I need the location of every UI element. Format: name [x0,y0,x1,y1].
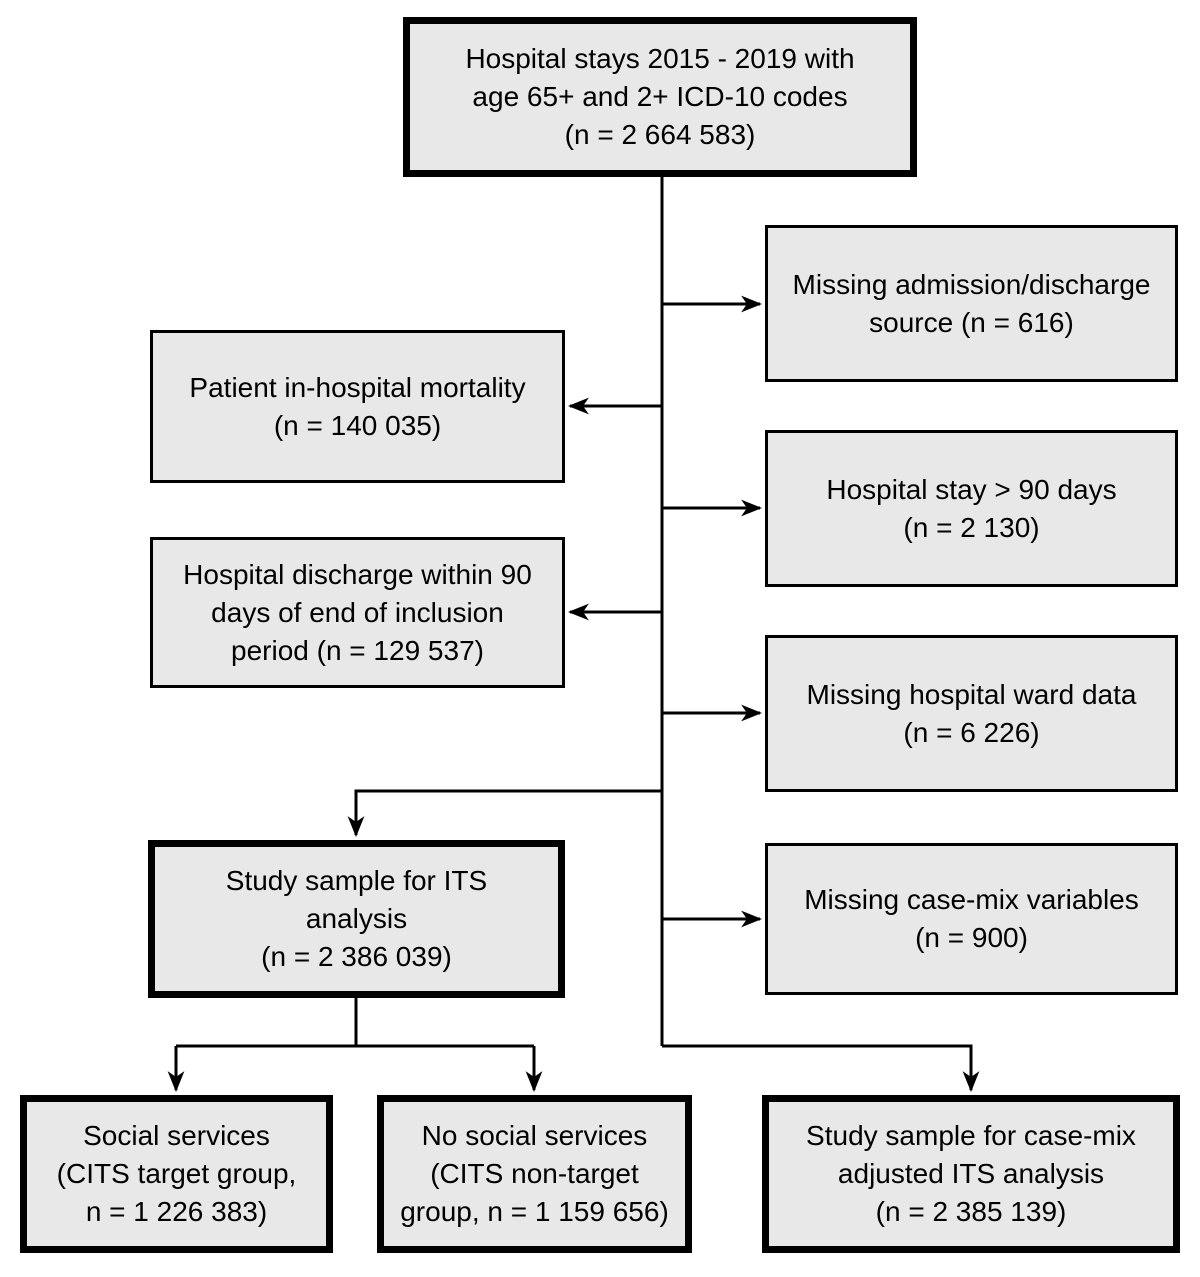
arrow-to-its-sample [356,791,662,835]
node-text-line: (n = 900) [915,922,1028,953]
arrow-to-casemix-sample [662,1046,971,1090]
node-text-line: group, n = 1 159 656) [400,1196,669,1227]
node-text-line: (CITS non-target [430,1158,639,1189]
node-text-line: (n = 2 385 139) [875,1196,1067,1227]
node-text-line: period (n = 129 537) [231,634,484,666]
node-text-line: (n = 6 226) [903,716,1040,748]
node-text-line: Missing admission/discharge [792,268,1151,300]
node-text-line: Study sample for case-mix [806,1120,1136,1151]
node-text-line: Social services [83,1120,270,1151]
node-excl-missing-ward-data [765,635,1178,792]
node-excl-missing-casemix-variables [765,843,1178,995]
node-text-line: Hospital stay > 90 days [826,473,1117,505]
node-text-line: adjusted ITS analysis [837,1158,1105,1189]
node-social-services-group [20,1095,333,1253]
node-text-line: (n = 2 130) [903,511,1040,543]
node-text-line: (n = 140 035) [273,409,442,441]
node-text-line: (n = 2 664 583) [564,119,756,150]
node-excl-discharge-within-90-days [150,537,565,688]
node-text-line: No social services [421,1120,648,1151]
node-excl-inhospital-mortality [150,330,565,483]
node-casemix-adjusted-study-sample [762,1095,1180,1253]
node-text-line: days of end of inclusion [211,596,504,628]
node-no-social-services-group [377,1095,692,1253]
node-text-line: Study sample for ITS [225,865,488,896]
node-excl-missing-admission-source [765,225,1178,382]
node-text-line: Missing hospital ward data [806,678,1137,710]
node-text-line: analysis [305,903,408,934]
node-text-line: Patient in-hospital mortality [189,371,526,403]
node-text-line: Hospital discharge within 90 [183,558,532,590]
node-its-study-sample [148,840,565,998]
node-text-line: Missing case-mix variables [804,884,1139,915]
node-text-line: (CITS target group, [56,1158,297,1189]
node-text-line: age 65+ and 2+ ICD-10 codes [472,81,848,112]
node-text-line: n = 1 226 383) [85,1196,268,1227]
node-hospital-stays [403,17,917,177]
node-text-line: source (n = 616) [869,306,1074,338]
node-excl-stay-over-90-days [765,430,1178,587]
node-text-line: Hospital stays 2015 - 2019 with [465,43,855,74]
node-text-line: (n = 2 386 039) [261,941,452,972]
